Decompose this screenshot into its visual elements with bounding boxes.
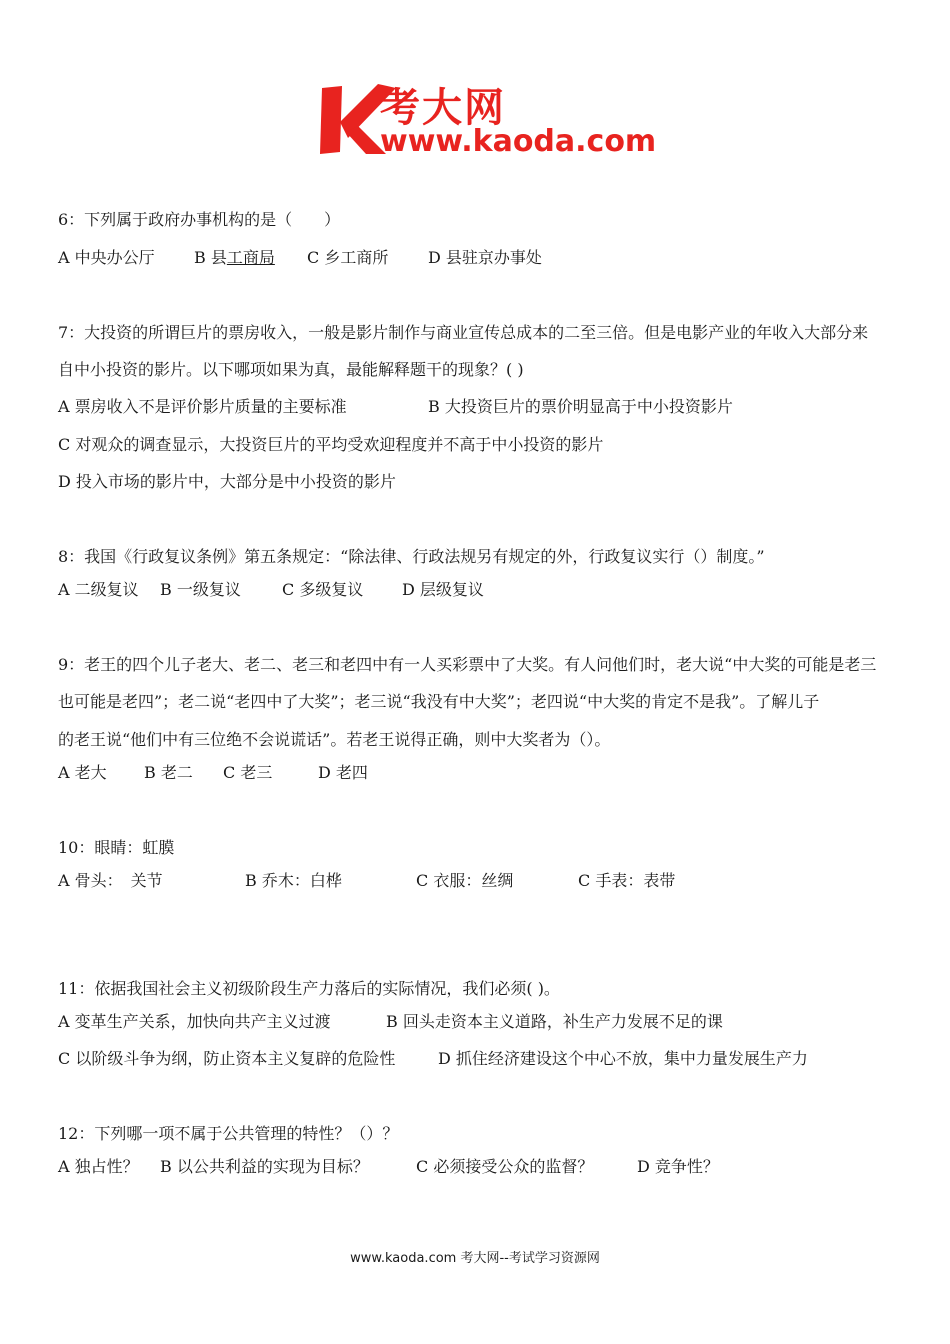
q12-option-d: D 竞争性？ [637, 1157, 719, 1176]
q12-option-c: C 必须接受公众的监督？ [416, 1157, 594, 1176]
q9-option-c: C 老三 [223, 763, 273, 782]
q7-option-a: A 票房收入不是评价影片质量的主要标准 [58, 397, 347, 416]
q8-stem: 8：我国《行政复议条例》第五条规定：“除法律、行政法规另有规定的外，行政复议实行（）制度。” [58, 547, 765, 566]
q7-option-b: B 大投资巨片的票价明显高于中小投资影片 [428, 397, 733, 416]
q8-option-d: D 层级复议 [402, 580, 484, 599]
kaoda-logo [318, 80, 657, 160]
q8-option-a: A 二级复议 [58, 580, 139, 599]
logo-chinese-text: 考大网 [380, 85, 506, 131]
logo-url-text: www.kaoda.com [380, 124, 657, 159]
q10-stem: 10：眼睛：虹膜 [58, 838, 175, 857]
q11-option-b: B 回头走资本主义道路，补生产力发展不足的课 [386, 1012, 723, 1031]
q11-stem: 11：依据我国社会主义初级阶段生产力落后的实际情况，我们必须( )。 [58, 979, 560, 998]
q9-stem-line2: 也可能是老四”；老二说“老四中了大奖”；老三说“我没有中大奖”；老四说“中大奖的肯定不是我”。了解儿子 [58, 692, 820, 711]
q6-option-c: C 乡工商所 [307, 248, 389, 267]
q6-stem: 6：下列属于政府办事机构的是（ ） [58, 210, 341, 229]
q7-option-d: D 投入市场的影片中，大部分是中小投资的影片 [58, 472, 396, 491]
q11-option-d: D 抓住经济建设这个中心不放，集中力量发展生产力 [438, 1049, 808, 1068]
q11-option-c: C 以阶级斗争为纲，防止资本主义复辟的危险性 [58, 1049, 396, 1068]
q10-option-b: B 乔木：白桦 [245, 871, 342, 890]
q6-option-b [194, 248, 275, 268]
q10-option-c: C 衣服：丝绸 [416, 871, 514, 890]
q6-option-b-prefix: B 县 [194, 248, 227, 267]
q9-option-a: A 老大 [58, 763, 107, 782]
q10-option-d: C 手表：表带 [578, 871, 676, 890]
q6-option-d: D 县驻京办事处 [428, 248, 542, 267]
q10-option-a: A 骨头： 关节 [58, 871, 163, 890]
q7-option-c: C 对观众的调查显示，大投资巨片的平均受欢迎程度并不高于中小投资的影片 [58, 435, 604, 454]
q12-option-b: B 以公共利益的实现为目标？ [160, 1157, 369, 1176]
q12-option-a: A 独占性？ [58, 1157, 139, 1176]
q7-stem-line2: 自中小投资的影片。以下哪项如果为真，最能解释题干的现象？( ) [58, 360, 524, 379]
q7-stem-line1: 7：大投资的所谓巨片的票房收入，一般是影片制作与商业宣传总成本的二至三倍。但是电影产业的年收入大部分来 [58, 323, 869, 342]
q12-stem: 12：下列哪一项不属于公共管理的特性？（）？ [58, 1124, 399, 1143]
q8-option-c: C 多级复议 [282, 580, 364, 599]
page-footer: www.kaoda.com 考大网--考试学习资源网 [350, 1251, 600, 1266]
q9-option-b: B 老二 [144, 763, 193, 782]
q9-option-d: D 老四 [318, 763, 368, 782]
q6-option-a: A 中央办公厅 [58, 248, 155, 267]
q9-stem-line3: 的老王说“他们中有三位绝不会说谎话”。若老王说得正确，则中大奖者为（）。 [58, 730, 611, 749]
q8-option-b: B 一级复议 [160, 580, 241, 599]
q11-option-a: A 变革生产关系，加快向共产主义过渡 [58, 1012, 331, 1031]
q9-stem-line1: 9：老王的四个儿子老大、老二、老三和老四中有一人买彩票中了大奖。有人问他们时，老大说“中大奖的可能是老三 [58, 655, 877, 674]
q6-option-b-underlined: 工商局 [226, 248, 275, 267]
